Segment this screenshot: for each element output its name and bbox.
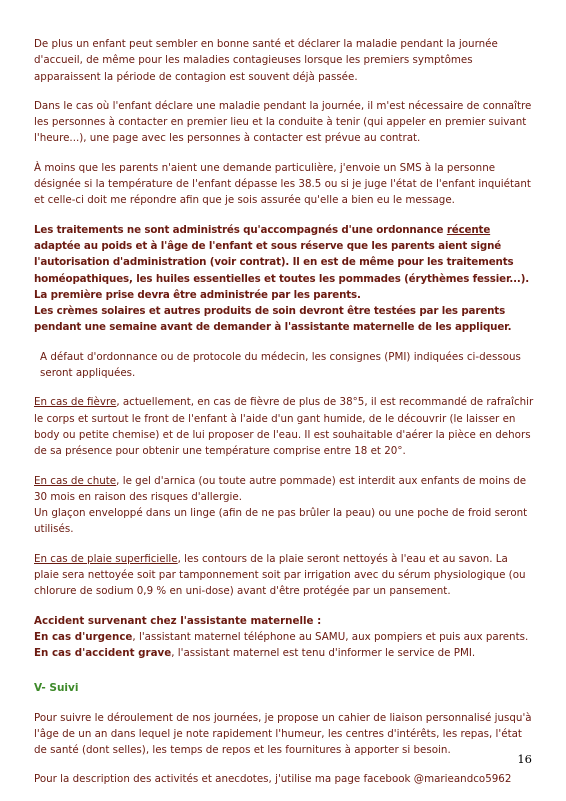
serious-accident-label: En cas d'accident grave bbox=[34, 647, 172, 660]
fever-text: , actuellement, en cas de fièvre de plus de 38°5, il est recommandé de rafraîchir le corps et surtout le front de l'enfant à l'aide d'un gant humide, de le découvrir (le laisser en body ou petite chemise) et de lui proposer de l'eau. Il est souhaitable d'aérer la pièce en dehors de sa présence pour obtenir une température comprise entre 18 et 20°. bbox=[34, 396, 534, 458]
section-heading-suivi: V- Suivi bbox=[34, 681, 79, 694]
serious-accident-text: , l'assistant maternel est tenu d'informer le service de PMI. bbox=[171, 647, 476, 660]
fall-text: , le gel d'arnica (ou toute autre pommade) est interdit aux enfants de moins de 30 mois en raison des risques d'allergie. bbox=[34, 474, 527, 503]
page-number: 16 bbox=[517, 752, 532, 766]
wound-text: , les contours de la plaie seront nettoyés à l'eau et au savon. La plaie sera nettoyée soit par tamponnement soit par irrigation avec du sérum physiologique (ou chlorure de sodium 0,9 % en uni-dose) avant d'être protégée par un pansement. bbox=[34, 552, 526, 598]
fall-ice: Un glaçon enveloppé dans un linge (afin de ne pas brûler la peau) ou une poche de froid seront utilisés. bbox=[34, 507, 528, 536]
treatments-text-a: Les traitements ne sont administrés qu'accompagnés d'une ordonnance bbox=[34, 223, 447, 236]
paragraph-default-pmi: A défaut d'ordonnance ou de protocole du médecin, les consignes (PMI) indiquées ci-dessous seront appliquées. bbox=[40, 350, 521, 380]
treatments-sunscreen: Les crèmes solaires et autres produits de soin devront être testées par les parents pendant une semaine avant de demander à l'assistante maternelle de les appliquer. bbox=[34, 305, 512, 334]
paragraph-contacts: Dans le cas où l'enfant déclare une maladie pendant la journée, il m'est nécessaire de connaître les personnes à contacter en premier lieu et la conduite à tenir (qui appeler en premier suivant l'heure...), une page avec les personnes à contacter est prévue au contrat. bbox=[34, 99, 532, 145]
treatments-recent-underlined: récente bbox=[446, 223, 491, 236]
fever-label: En cas de fièvre bbox=[34, 396, 117, 409]
treatments-first-dose: La première prise devra être administrée par les parents. bbox=[34, 288, 361, 301]
paragraph-accident bbox=[34, 613, 534, 662]
paragraph-fall bbox=[34, 473, 534, 538]
paragraph-contagion: De plus un enfant peut sembler en bonne santé et déclarer la maladie pendant la journée d'accueil, de même pour les maladies contagieuses lorsque les premiers symptômes apparaissent la période de contagion est souvent déjà passée. bbox=[34, 38, 498, 83]
paragraph-wound bbox=[34, 551, 534, 600]
paragraph-sms: À moins que les parents n'aient une demande particulière, j'envoie un SMS à la personne désignée si la température de l'enfant dépasse les 38.5 ou si je juge l'état de l'enfant inquiétant et celle-ci doit me répondre afin que je sois assurée qu'elle a bien eu le message. bbox=[34, 161, 531, 207]
paragraph-fever bbox=[34, 394, 534, 459]
urgency-label: En cas d'urgence bbox=[34, 630, 133, 643]
paragraph-facebook: Pour la description des activités et anecdotes, j'utilise ma page facebook @marieandco5962 bbox=[34, 773, 512, 786]
document-page bbox=[34, 36, 534, 801]
wound-label: En cas de plaie superficielle bbox=[34, 552, 178, 565]
paragraph-treatments bbox=[34, 222, 534, 336]
treatments-text-b: adaptée au poids et à l'âge de l'enfant et sous réserve que les parents aient signé l'autorisation d'administration (voir contrat). Il en est de même pour les traitements homéopathiques, les huiles essentielles et toutes les pommades (érythèmes fessier...). bbox=[34, 239, 530, 285]
paragraph-liaison-notebook: Pour suivre le déroulement de nos journées, je propose un cahier de liaison personnalisé jusqu'à l'âge de un an dans lequel je note rapidement l'humeur, les centres d'intérêts, les repas, l'état de santé (dont selles), les temps de repos et les fournitures à apporter si besoin. bbox=[34, 711, 532, 757]
fall-label: En cas de chute bbox=[34, 474, 117, 487]
urgency-text: , l'assistant maternel téléphone au SAMU, aux pompiers et puis aux parents. bbox=[132, 630, 529, 643]
accident-heading: Accident survenant chez l'assistante maternelle : bbox=[34, 614, 322, 627]
